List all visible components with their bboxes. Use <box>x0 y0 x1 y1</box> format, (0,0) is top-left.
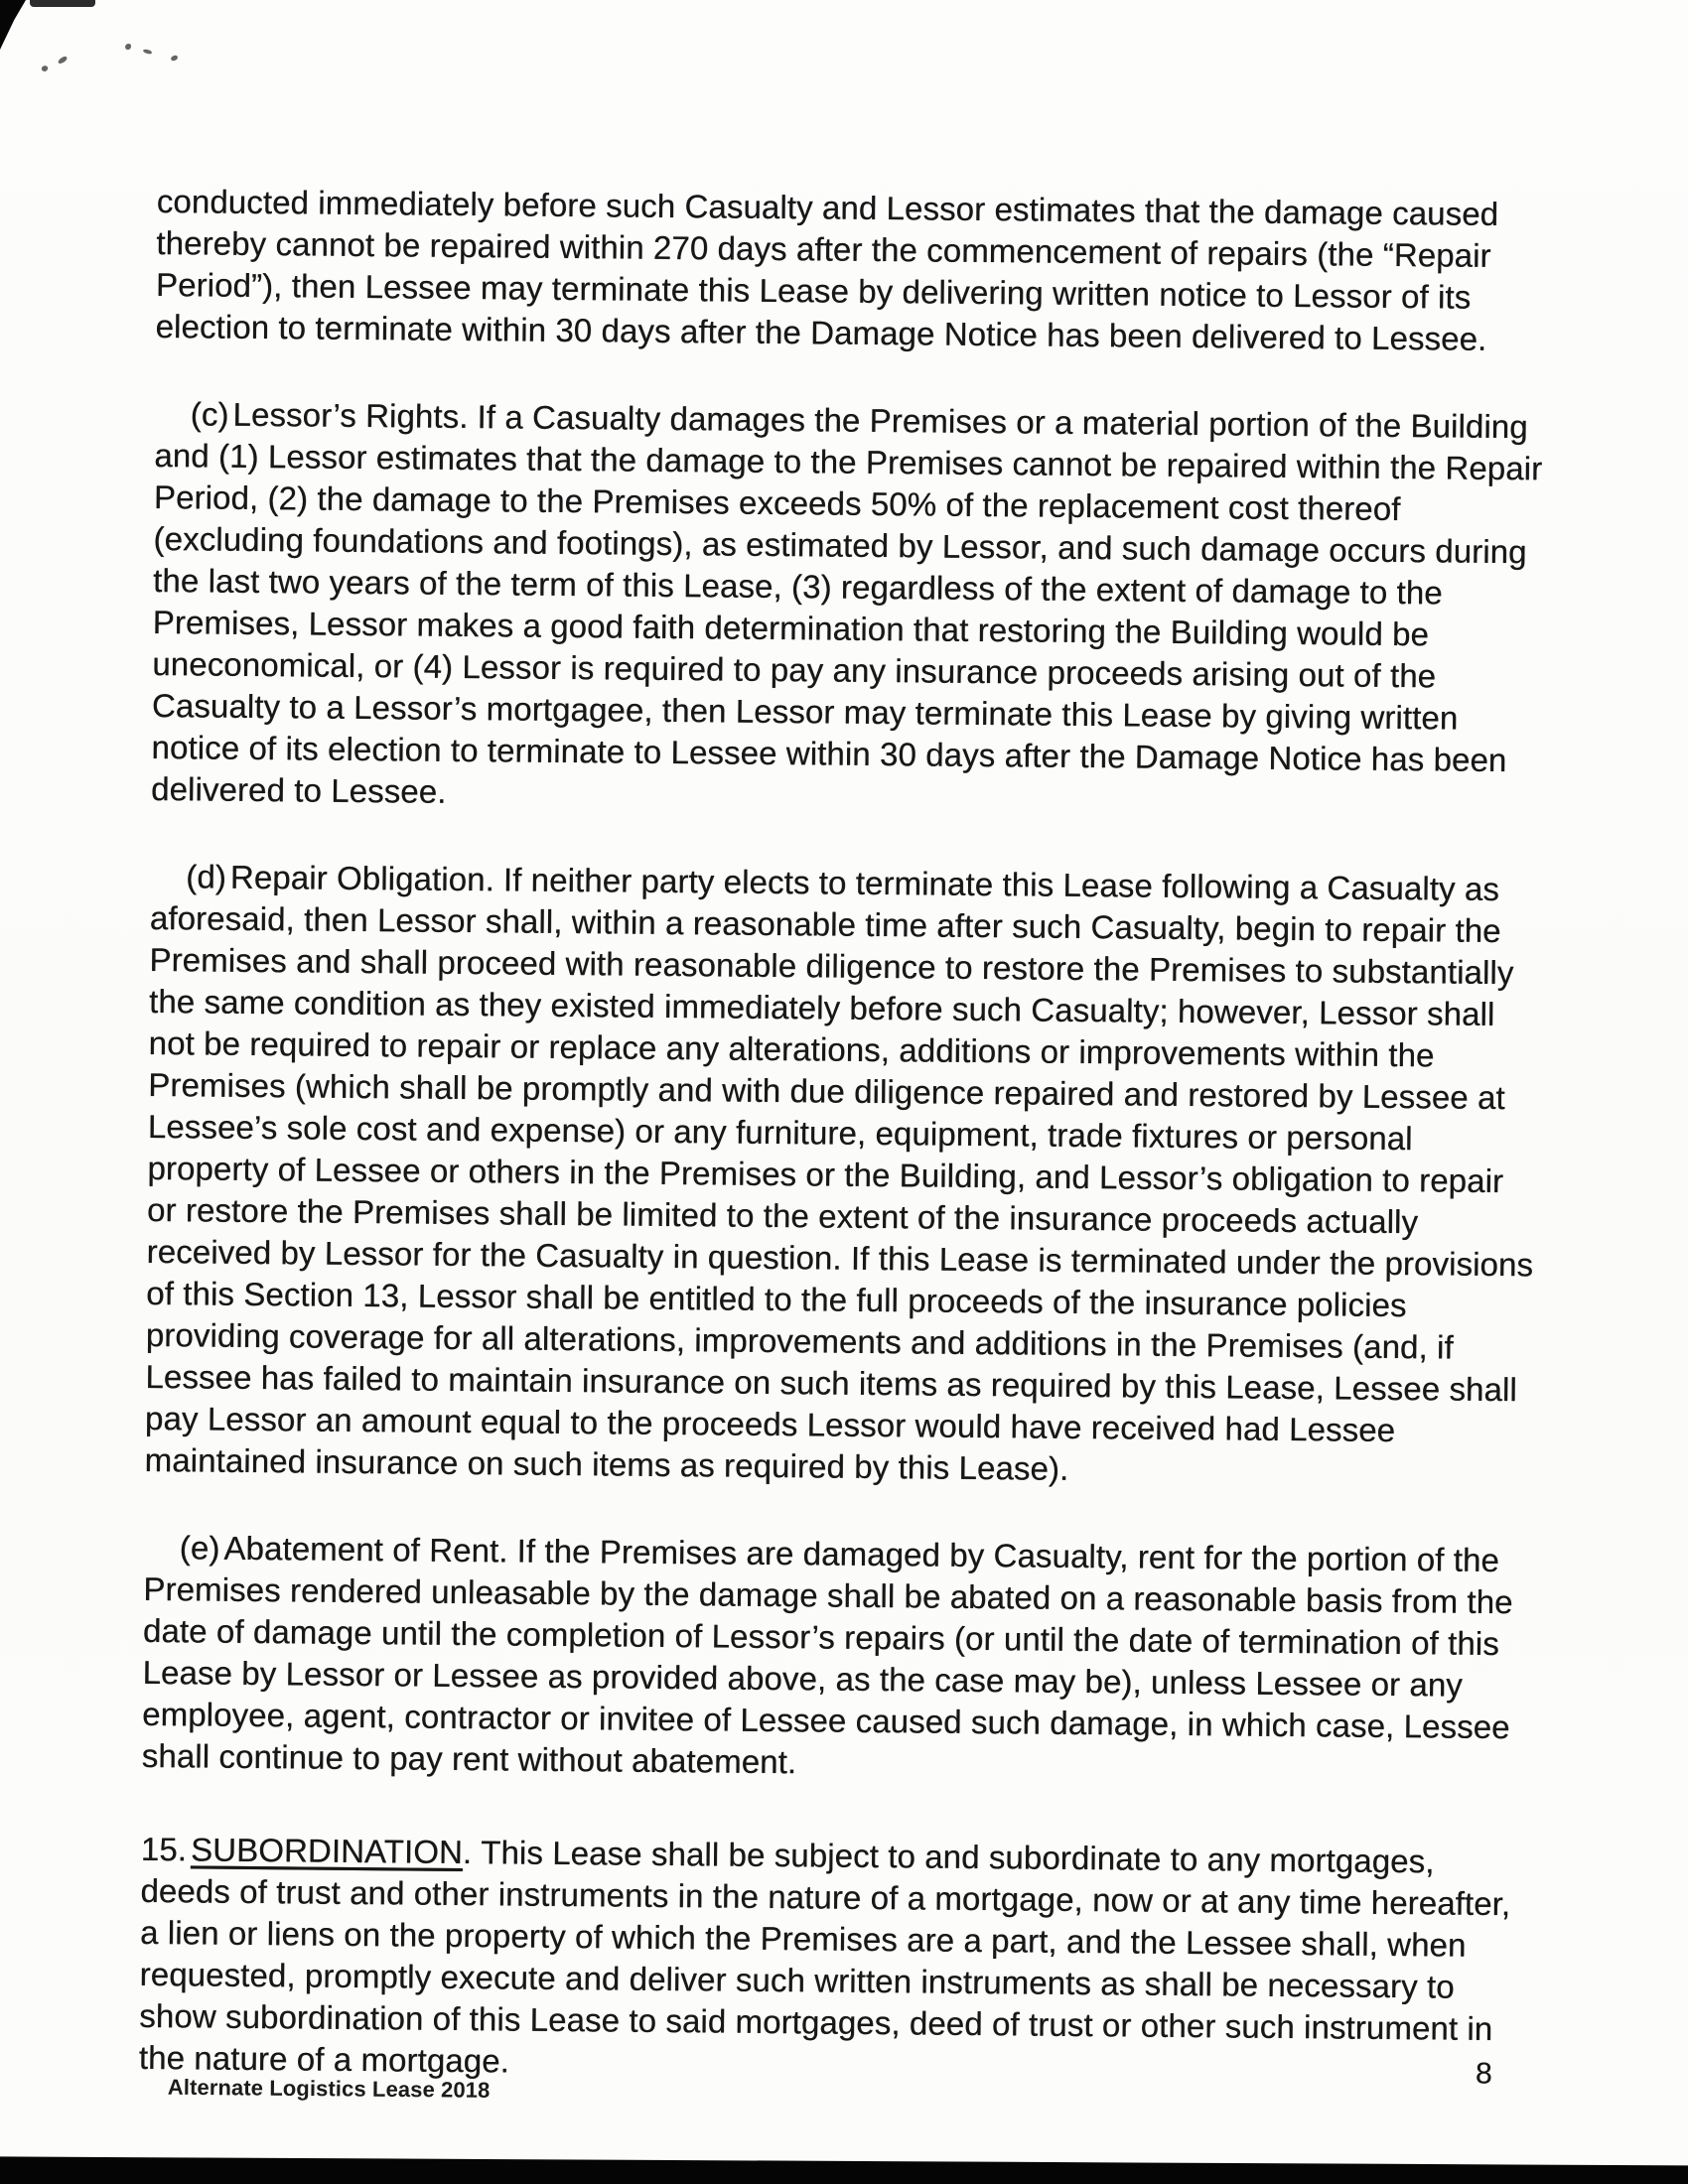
section-number: 15. <box>140 1830 188 1868</box>
paragraph-repair-obligation <box>144 856 1538 1494</box>
scan-artifact-top-smudge <box>30 0 95 7</box>
page-number: 8 <box>1475 2057 1492 2091</box>
scan-speckle <box>57 56 68 65</box>
section-heading: SUBORDINATION <box>190 1831 464 1871</box>
paragraph-lessors-rights <box>151 393 1543 823</box>
scan-speckle <box>125 44 131 50</box>
paragraph-subordination <box>139 1829 1529 2092</box>
paragraph-text: If a Casualty damages the Premises or a material portion of the Building and (1) Lessor estimates that the damage to the Premises cannot be repaired within the Repair Period, (2) the damage to the Premises exceeds 50% of the replacement cost thereof (excluding foundations and footings), as estimated by Lessor, and such damage occurs during the last two years of the term of this Lease, (3) regardless of the extent of damage to the Premises, Lessor makes a good faith determination that restoring the Building would be uneconomical, or (4) Lessor is required to pay any insurance proceeds arising out of the Casualty to a Lessor’s mortgagee, then Lessor may terminate this Lease by giving written notice of its election to terminate to Lessee within 30 days after the Damage Notice has been delivered to Lessee. <box>150 398 1543 810</box>
section-heading-period: . <box>462 1834 473 1871</box>
scan-artifact-bottom-bar <box>0 2154 1688 2184</box>
scan-artifact-corner <box>0 0 26 50</box>
scan-speckle <box>170 55 178 62</box>
paragraph-text: conducted immediately before such Casualty and Lessor estimates that the damage caused thereby cannot be repaired within 270 days after the commencement of repairs (the “Repair Period”), then Lessee may terminate this Lease by delivering written notice to Lessor of its election to terminate within 30 days after the Damage Notice has been delivered to Lessee. <box>155 182 1499 357</box>
paragraph-text: If neither party elects to terminate this Lease following a Casualty as aforesaid, then Lessor shall, within a reasonable time after such Casualty, begin to repair the Premises and shall proceed with reasonable diligence to restore the Premises to substantially the same condition as they existed immediately before such Casualty; however, Lessor shall not be required to repair or replace any alterations, additions or improvements within the Premises (which shall be promptly and with due diligence repaired and restored by Lessee at Lessee’s sole cost and expense) or any furniture, equipment, trade fixtures or personal property of Lessee or others in the Premises or the Building, and Lessor’s obligation to repair or restore the Premises shall be limited to the extent of the insurance proceeds actually received by Lessor for the Casualty in question. If this Lease is terminated under the provisions of this Section 13, Lessor shall be entitled to the full proceeds of the insurance policies providing coverage for all alterations, improvements and additions in the Premises (and, if Lessee has failed to maintain insurance on such items as required by this Lease, Lessee shall pay Lessor an amount equal to the proceeds Lessor would have received had Lessee maintained insurance on such items as required by this Lease). <box>144 861 1534 1487</box>
clause-title: Abatement of Rent. <box>223 1529 508 1570</box>
paragraph-text: This Lease shall be subject to and subordinate to any mortgages, deeds of trust and other instruments in the nature of a mortgage, now or at any time hereafter, a lien or liens on the property of which the Premises are a part, and the Lessee shall, when requested, promptly execute and deliver such written instruments as shall be necessary to show subordination of this Lease to said mortgages, deed of trust or other such instrument in the nature of a mortgage. <box>138 1834 1511 2080</box>
scan-speckle <box>143 49 153 56</box>
page-content <box>138 181 1545 2137</box>
clause-title: Lessor’s Rights. <box>232 395 469 436</box>
scan-speckle <box>41 65 49 72</box>
footer-doc-title: Alternate Logistics Lease 2018 <box>167 2074 491 2103</box>
paragraph-text: If the Premises are damaged by Casualty, rent for the portion of the Premises rendered unleasable by the damage shall be abated on a reasonable basis from the date of damage until the completion of Lessor’s repairs (or until the date of termination of this Lease by Lessor or Lessee as provided above, as the case may be), unless Lessee or any employee, agent, contractor or invitee of Lessee caused such damage, in which case, Lessee shall continue to pay rent without abatement. <box>141 1532 1513 1781</box>
clause-label: (c) <box>190 395 229 433</box>
paragraph-casualty-termination <box>155 181 1545 360</box>
clause-title: Repair Obligation. <box>229 858 495 898</box>
clause-label: (d) <box>186 858 227 895</box>
paragraph-abatement-of-rent <box>142 1527 1532 1790</box>
clause-label: (e) <box>179 1529 220 1567</box>
